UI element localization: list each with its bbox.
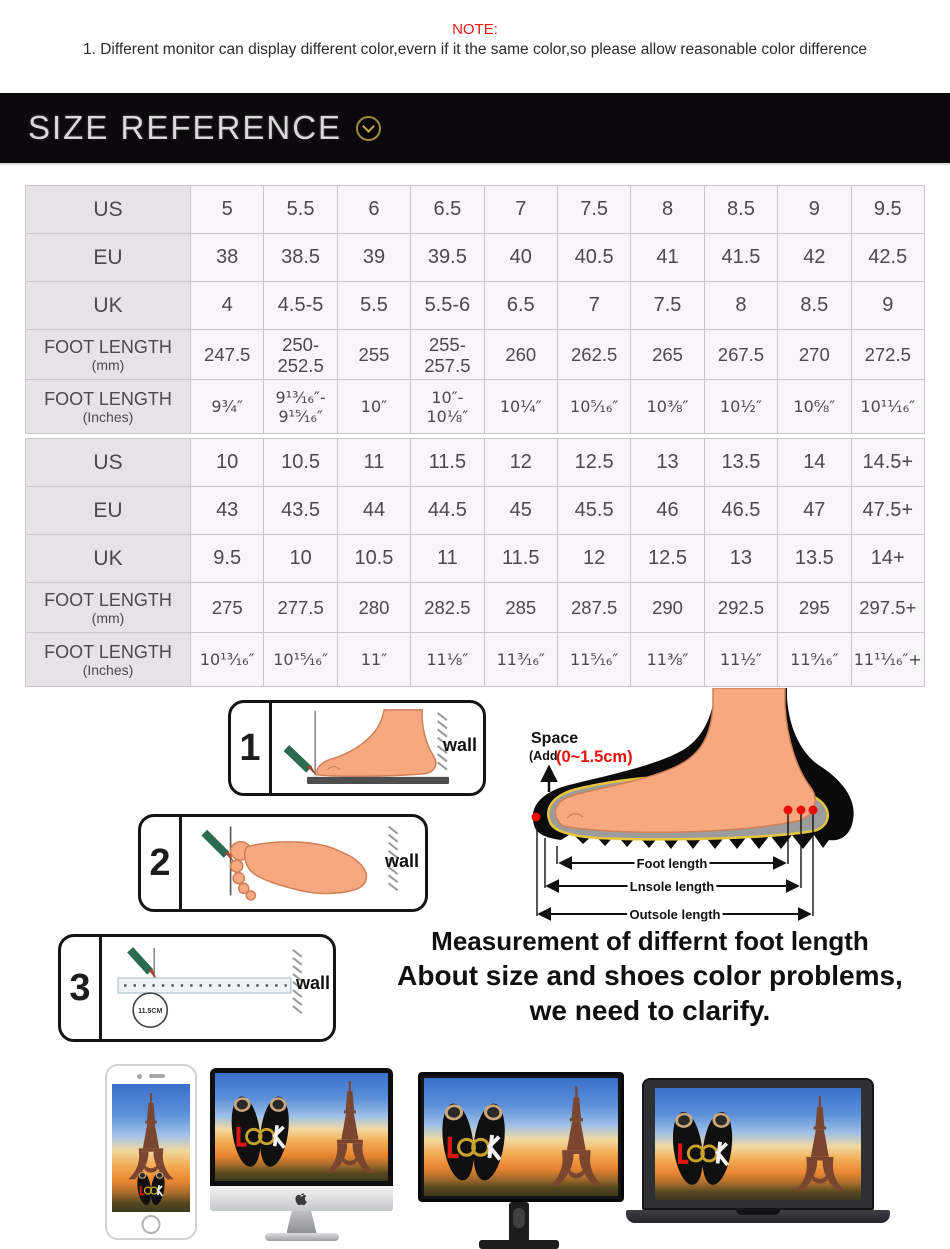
table-row-uk — [26, 535, 925, 583]
row-label: FOOT LENGTH — [44, 642, 172, 662]
desktop-monitor-device — [418, 1072, 620, 1249]
size-cell: 270 — [778, 330, 851, 380]
imac-stand-base — [265, 1233, 339, 1241]
size-cell: 11⅛″ — [411, 633, 484, 687]
wall-label: wall — [442, 735, 477, 755]
color-problems-line-2: we need to clarify. — [529, 995, 771, 1026]
step-number: 2 — [141, 817, 182, 909]
size-cell: 10″ — [337, 380, 410, 434]
size-cell: 46 — [631, 487, 704, 535]
eiffel-tower-icon — [548, 1086, 605, 1190]
monitor-stand-hole — [513, 1208, 525, 1228]
size-cell: 39 — [337, 234, 410, 282]
size-cell: 11⁵⁄₁₆″ — [557, 633, 630, 687]
row-label: UK — [93, 293, 123, 317]
add-label: (Add — [529, 749, 558, 763]
row-header-eu — [26, 487, 191, 535]
size-cell: 44.5 — [411, 487, 484, 535]
size-cell: 12.5 — [557, 439, 630, 487]
imac-stand-neck — [287, 1211, 317, 1233]
monitor-screen — [424, 1078, 618, 1196]
size-cell: 8.5 — [778, 282, 851, 330]
size-cell: 12.5 — [631, 535, 704, 583]
row-header-foot-length-mm — [26, 330, 191, 380]
row-header-foot-length-inches — [26, 633, 191, 687]
color-problems-line-1: About size and shoes color problems, — [397, 960, 903, 991]
size-cell: 10½″ — [704, 380, 777, 434]
table-row-eu — [26, 234, 925, 282]
space-range-label: (0~1.5cm) — [556, 748, 633, 766]
size-cell: 5 — [191, 186, 264, 234]
size-cell: 47 — [778, 487, 851, 535]
step-1-illustration — [272, 703, 483, 793]
banner-title: SIZE REFERENCE — [28, 109, 343, 146]
table-row-foot-length-mm — [26, 330, 925, 380]
size-table-2 — [25, 438, 925, 687]
size-cell: 6.5 — [411, 186, 484, 234]
size-cell: 8 — [704, 282, 777, 330]
size-cell: 13 — [704, 535, 777, 583]
table-row-us — [26, 186, 925, 234]
size-cell: 9 — [851, 282, 924, 330]
outsole-length-label: Outsole length — [629, 907, 721, 922]
note-title: NOTE: — [452, 21, 498, 38]
loafers-icon — [134, 1166, 169, 1208]
laptop-keyboard-deck — [626, 1210, 890, 1223]
size-cell: 297.5+ — [851, 583, 924, 633]
size-cell: 285 — [484, 583, 557, 633]
size-cell: 13 — [631, 439, 704, 487]
size-reference-banner — [0, 93, 950, 165]
row-header-foot-length-mm — [26, 583, 191, 633]
measure-step-1-panel — [228, 700, 486, 796]
size-cell: 12 — [484, 439, 557, 487]
size-cell: 272.5 — [851, 330, 924, 380]
step-2-illustration — [182, 817, 425, 909]
size-cell: 11.5 — [411, 439, 484, 487]
row-header-us — [26, 186, 191, 234]
size-cell: 46.5 — [704, 487, 777, 535]
row-sublabel: (mm) — [91, 357, 125, 373]
chevron-down-icon — [356, 116, 381, 141]
size-cell: 5.5 — [337, 282, 410, 330]
laptop-screen-bezel — [642, 1078, 874, 1210]
size-cell: 11⅜″ — [631, 633, 704, 687]
size-cell: 10¹⁵⁄₁₆″ — [264, 633, 337, 687]
size-cell: 287.5 — [557, 583, 630, 633]
foot-length-diagram — [505, 688, 950, 938]
size-cell: 14+ — [851, 535, 924, 583]
devices-row — [0, 1056, 950, 1249]
size-cell: 38.5 — [264, 234, 337, 282]
size-cell: 11 — [411, 535, 484, 583]
row-header-us — [26, 439, 191, 487]
size-cell: 10¼″ — [484, 380, 557, 434]
size-cell: 38 — [191, 234, 264, 282]
step-number: 1 — [231, 703, 272, 793]
measure-step-2-panel — [138, 814, 428, 912]
size-cell: 44 — [337, 487, 410, 535]
size-cell: 4 — [191, 282, 264, 330]
phone-speaker-icon — [149, 1074, 165, 1078]
foot-in-shoe-icon — [505, 688, 950, 936]
size-cell: 6 — [337, 186, 410, 234]
phone-screen — [112, 1084, 190, 1212]
size-cell: 47.5+ — [851, 487, 924, 535]
size-cell: 260 — [484, 330, 557, 380]
row-sublabel: (Inches) — [82, 409, 134, 425]
size-cell: 10″- 10⅛″ — [411, 380, 484, 434]
size-table-1 — [25, 185, 925, 434]
size-cell: 10 — [264, 535, 337, 583]
step-number: 3 — [61, 937, 102, 1039]
size-cell: 8.5 — [704, 186, 777, 234]
size-cell: 277.5 — [264, 583, 337, 633]
size-cell: 14.5+ — [851, 439, 924, 487]
size-cell: 11¹¹⁄₁₆″+ — [851, 633, 924, 687]
size-cell: 10⅜″ — [631, 380, 704, 434]
size-cell: 5.5-6 — [411, 282, 484, 330]
size-cell: 280 — [337, 583, 410, 633]
row-label: EU — [93, 245, 123, 269]
size-cell: 6.5 — [484, 282, 557, 330]
row-sublabel: (Inches) — [82, 662, 134, 678]
size-cell: 45.5 — [557, 487, 630, 535]
size-cell: 265 — [631, 330, 704, 380]
size-cell: 250- 252.5 — [264, 330, 337, 380]
size-tables — [25, 185, 925, 687]
row-header-uk — [26, 282, 191, 330]
size-cell: 10.5 — [264, 439, 337, 487]
size-cell: 7 — [484, 186, 557, 234]
note-text: 1. Different monitor can display different color,evern if it the same color,so please allow reasonable color difference — [82, 41, 868, 58]
loafers-icon — [224, 1085, 296, 1174]
ruler-measure-label: 11.5CM — [138, 1008, 163, 1016]
monitor-screen-bezel — [418, 1072, 624, 1202]
size-cell: 7.5 — [631, 282, 704, 330]
size-cell: 7.5 — [557, 186, 630, 234]
table-row-foot-length-inches — [26, 380, 925, 434]
iphone-device — [105, 1064, 197, 1240]
table-row-us — [26, 439, 925, 487]
size-cell: 8 — [631, 186, 704, 234]
imac-screen-bezel — [210, 1068, 393, 1186]
size-cell: 255 — [337, 330, 410, 380]
size-cell: 42.5 — [851, 234, 924, 282]
size-cell: 9.5 — [191, 535, 264, 583]
measurement-section — [0, 688, 950, 1054]
size-cell: 10¹³⁄₁₆″ — [191, 633, 264, 687]
foot-length-label: Foot length — [636, 856, 708, 871]
size-cell: 41.5 — [704, 234, 777, 282]
size-cell: 4.5-5 — [264, 282, 337, 330]
size-cell: 290 — [631, 583, 704, 633]
wall-label: wall — [295, 973, 330, 993]
size-cell: 42 — [778, 234, 851, 282]
phone-camera-icon — [137, 1074, 142, 1079]
measurement-headline: Measurement of differnt foot length — [431, 926, 869, 956]
size-cell: 9.5 — [851, 186, 924, 234]
row-header-foot-length-inches — [26, 380, 191, 434]
row-label: US — [93, 197, 123, 221]
note-section — [0, 0, 950, 61]
size-cell: 39.5 — [411, 234, 484, 282]
size-cell: 11⁹⁄₁₆″ — [778, 633, 851, 687]
size-cell: 10⁵⁄₁₆″ — [557, 380, 630, 434]
size-cell: 11½″ — [704, 633, 777, 687]
step-3-illustration — [102, 937, 333, 1039]
laptop-hinge-notch — [736, 1210, 780, 1215]
table-row-foot-length-inches — [26, 633, 925, 687]
size-cell: 262.5 — [557, 330, 630, 380]
size-cell: 275 — [191, 583, 264, 633]
loafers-icon — [665, 1100, 740, 1192]
laptop-screen — [655, 1088, 861, 1200]
measure-step-3-panel — [58, 934, 336, 1042]
row-header-eu — [26, 234, 191, 282]
size-cell: 13.5 — [704, 439, 777, 487]
size-cell: 43 — [191, 487, 264, 535]
size-cell: 10 — [191, 439, 264, 487]
claims-text — [388, 924, 912, 1028]
eiffel-tower-icon — [793, 1096, 847, 1195]
size-cell: 9¾″ — [191, 380, 264, 434]
size-cell: 5.5 — [264, 186, 337, 234]
insole-length-label: Lnsole length — [629, 879, 715, 894]
imac-screen — [215, 1073, 388, 1181]
size-cell: 12 — [557, 535, 630, 583]
table-row-eu — [26, 487, 925, 535]
size-cell: 45 — [484, 487, 557, 535]
size-cell: 11.5 — [484, 535, 557, 583]
row-header-uk — [26, 535, 191, 583]
size-cell: 40.5 — [557, 234, 630, 282]
size-cell: 247.5 — [191, 330, 264, 380]
space-label: Space — [531, 730, 579, 747]
size-cell: 295 — [778, 583, 851, 633]
table-row-foot-length-mm — [26, 583, 925, 633]
size-cell: 255- 257.5 — [411, 330, 484, 380]
size-cell: 7 — [557, 282, 630, 330]
size-cell: 10⁶⁄₈″ — [778, 380, 851, 434]
phone-home-button-icon — [142, 1215, 161, 1234]
row-label: UK — [93, 546, 123, 570]
row-label: FOOT LENGTH — [44, 337, 172, 357]
size-cell: 41 — [631, 234, 704, 282]
row-sublabel: (mm) — [91, 610, 125, 626]
apple-logo-icon — [295, 1191, 308, 1206]
size-cell: 11″ — [337, 633, 410, 687]
row-label: US — [93, 450, 123, 474]
size-cell: 43.5 — [264, 487, 337, 535]
row-label: EU — [93, 498, 123, 522]
size-cell: 292.5 — [704, 583, 777, 633]
imac-chin — [210, 1186, 393, 1211]
wall-label: wall — [384, 851, 419, 871]
eiffel-tower-icon — [324, 1081, 376, 1176]
size-cell: 11³⁄₁₆″ — [484, 633, 557, 687]
size-cell: 40 — [484, 234, 557, 282]
row-label: FOOT LENGTH — [44, 389, 172, 409]
size-cell: 9 — [778, 186, 851, 234]
size-cell: 10¹¹⁄₁₆″ — [851, 380, 924, 434]
table-row-uk — [26, 282, 925, 330]
row-label: FOOT LENGTH — [44, 590, 172, 610]
size-cell: 13.5 — [778, 535, 851, 583]
size-cell: 282.5 — [411, 583, 484, 633]
monitor-stand-neck — [509, 1202, 529, 1242]
laptop-device — [626, 1078, 894, 1223]
size-cell: 267.5 — [704, 330, 777, 380]
size-cell: 14 — [778, 439, 851, 487]
imac-device — [210, 1068, 393, 1241]
size-cell: 10.5 — [337, 535, 410, 583]
loafers-icon — [434, 1091, 513, 1188]
size-cell: 9¹³⁄₁₆″- 9¹⁵⁄₁₆″ — [264, 380, 337, 434]
size-cell: 11 — [337, 439, 410, 487]
